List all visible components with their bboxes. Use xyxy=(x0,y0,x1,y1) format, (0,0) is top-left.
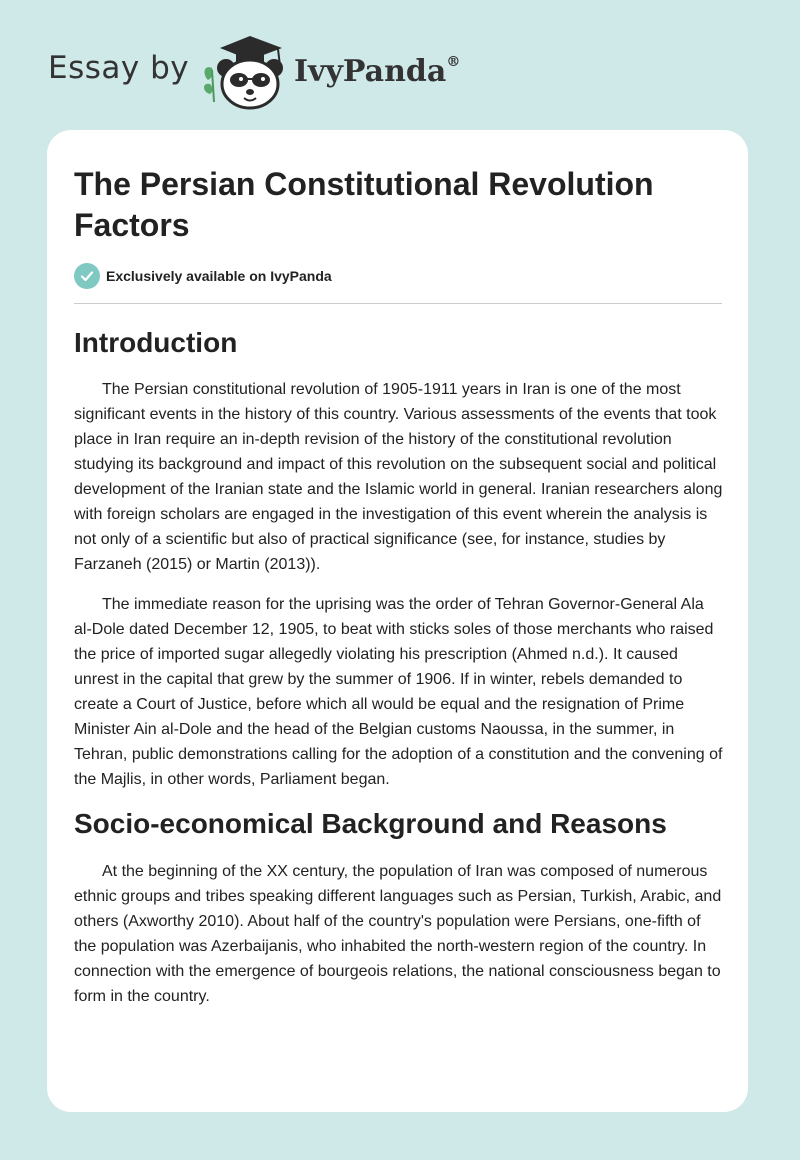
paragraph: At the beginning of the XX century, the population of Iran was composed of numerous ethnic groups and tribes speaking different languages such as Persian, Turkish, Arabic, and others (Axworthy 2010). About half of the country's population were Persians, one-fifth of the population was Azerbaijanis, who inhabited the north-western region of the country. In connection with the emergence of bourgeois relations, the national consciousness began to form in the country. xyxy=(74,863,722,1006)
divider xyxy=(74,303,722,304)
brand-name[interactable]: IvyPanda® xyxy=(294,54,461,89)
paragraph: The immediate reason for the uprising was the order of Tehran Governor-General Ala al-Dole dated December 12, 1905, to beat with sticks soles of those merchants who raised the price of imported sugar allegedly violating his prescription (Ahmed n.d.). It caused unrest in the capital that grew by the summer of 1906. If in winter, rebels demanded to create a Court of Justice, before which all would be equal and the resignation of Prime Minister Ain al-Dole and the head of the Belgian customs Naoussa, in the summer, in Tehran, public demonstrations calling for the adoption of a constitution and the convening of the Majlis, in other words, Parliament began. xyxy=(74,595,723,788)
section-heading: Introduction xyxy=(74,327,238,358)
essay-by-label: Essay by xyxy=(48,50,190,86)
panda-logo-icon[interactable] xyxy=(200,34,292,110)
page-title: The Persian Constitutional Revolution Factors xyxy=(74,166,654,243)
badge-label: Exclusively available on IvyPanda xyxy=(106,268,332,284)
essay-card xyxy=(47,130,748,1112)
exclusive-badge xyxy=(74,263,332,289)
essay-body xyxy=(74,320,724,1009)
registered-mark: ® xyxy=(446,54,461,70)
paragraph: The Persian constitutional revolution of 1905-1911 years in Iran is one of the most significant events in the history of this country. Various assessments of the events that took place in Iran require an in-depth revision of the history of the constitutional revolution studying its background and impact of this revolution on the subsequent social and political development of the Iranian state and the Islamic world in general. Iranian researchers along with foreign scholars are engaged in the investigation of this event wherein the analysis is not only of a scientific but also of practical significance (see, for instance, studies by Farzaneh (2015) or Martin (2013)). xyxy=(74,380,723,573)
site-header xyxy=(48,30,748,110)
checkmark-icon xyxy=(74,263,100,289)
section-heading: Socio-economical Background and Reasons xyxy=(74,807,667,839)
